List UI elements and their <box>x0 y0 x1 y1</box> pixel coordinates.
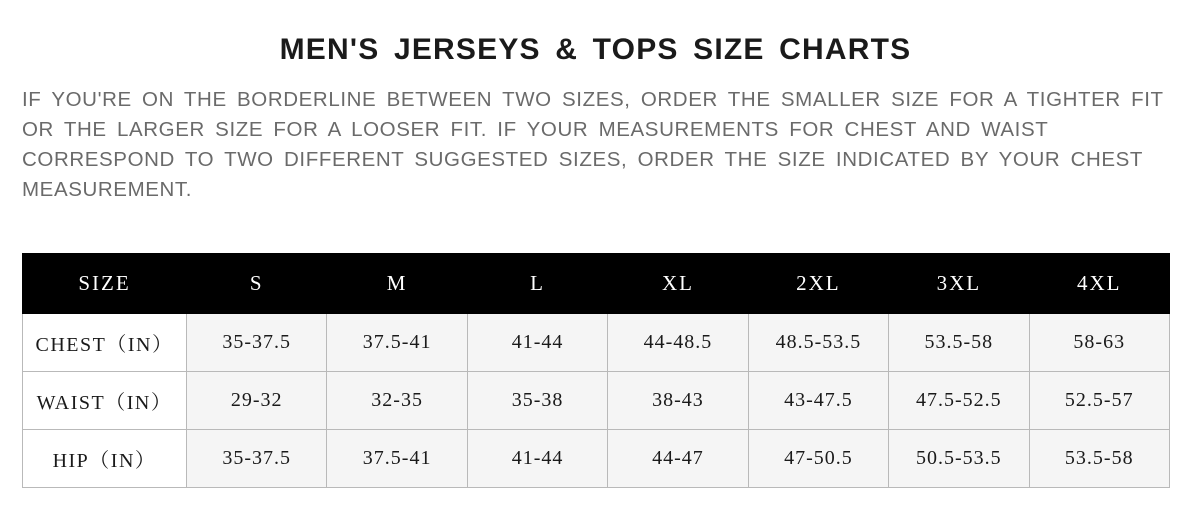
cell-waist-s: 29-32 <box>187 372 327 430</box>
table-row <box>23 314 1170 372</box>
table-header <box>23 254 1170 314</box>
cell-hip-4xl: 53.5-58 <box>1029 430 1169 488</box>
cell-hip-2xl: 47-50.5 <box>748 430 888 488</box>
cell-chest-2xl: 48.5-53.5 <box>748 314 888 372</box>
column-header-2xl: 2XL <box>748 254 888 314</box>
size-chart-table <box>22 253 1170 488</box>
table-row <box>23 372 1170 430</box>
cell-chest-3xl: 53.5-58 <box>889 314 1029 372</box>
cell-hip-3xl: 50.5-53.5 <box>889 430 1029 488</box>
cell-waist-l: 35-38 <box>467 372 607 430</box>
cell-waist-4xl: 52.5-57 <box>1029 372 1169 430</box>
cell-waist-m: 32-35 <box>327 372 467 430</box>
cell-chest-m: 37.5-41 <box>327 314 467 372</box>
column-header-m: M <box>327 254 467 314</box>
column-header-l: L <box>467 254 607 314</box>
cell-hip-s: 35-37.5 <box>187 430 327 488</box>
column-header-xl: XL <box>608 254 748 314</box>
cell-waist-2xl: 43-47.5 <box>748 372 888 430</box>
cell-hip-l: 41-44 <box>467 430 607 488</box>
row-label-waist: WAIST（IN） <box>23 372 187 430</box>
column-header-3xl: 3XL <box>889 254 1029 314</box>
cell-hip-m: 37.5-41 <box>327 430 467 488</box>
page-title: MEN'S JERSEYS & TOPS SIZE CHARTS <box>279 33 912 66</box>
intro-paragraph: IF YOU'RE ON THE BORDERLINE BETWEEN TWO SIZES, ORDER THE SMALLER SIZE FOR A TIGHTER FIT OR THE LARGER SIZE FOR A LOOSER FIT. IF YOUR MEASUREMENTS FOR CHEST AND WAIST CORRESPOND TO TWO DIFFERENT SUGGESTED SIZES, ORDER THE SIZE INDICATED BY YOUR CHEST MEASUREMENT. <box>22 88 1164 202</box>
row-label-chest: CHEST（IN） <box>23 314 187 372</box>
table-row <box>23 430 1170 488</box>
cell-hip-xl: 44-47 <box>608 430 748 488</box>
cell-waist-3xl: 47.5-52.5 <box>889 372 1029 430</box>
column-header-4xl: 4XL <box>1029 254 1169 314</box>
row-label-hip: HIP（IN） <box>23 430 187 488</box>
cell-chest-l: 41-44 <box>467 314 607 372</box>
cell-chest-4xl: 58-63 <box>1029 314 1169 372</box>
column-header-size: SIZE <box>23 254 187 314</box>
table-header-row <box>23 254 1170 314</box>
column-header-s: S <box>187 254 327 314</box>
size-chart-table-wrapper <box>22 253 1170 488</box>
cell-chest-s: 35-37.5 <box>187 314 327 372</box>
cell-waist-xl: 38-43 <box>608 372 748 430</box>
cell-chest-xl: 44-48.5 <box>608 314 748 372</box>
table-body <box>23 314 1170 488</box>
